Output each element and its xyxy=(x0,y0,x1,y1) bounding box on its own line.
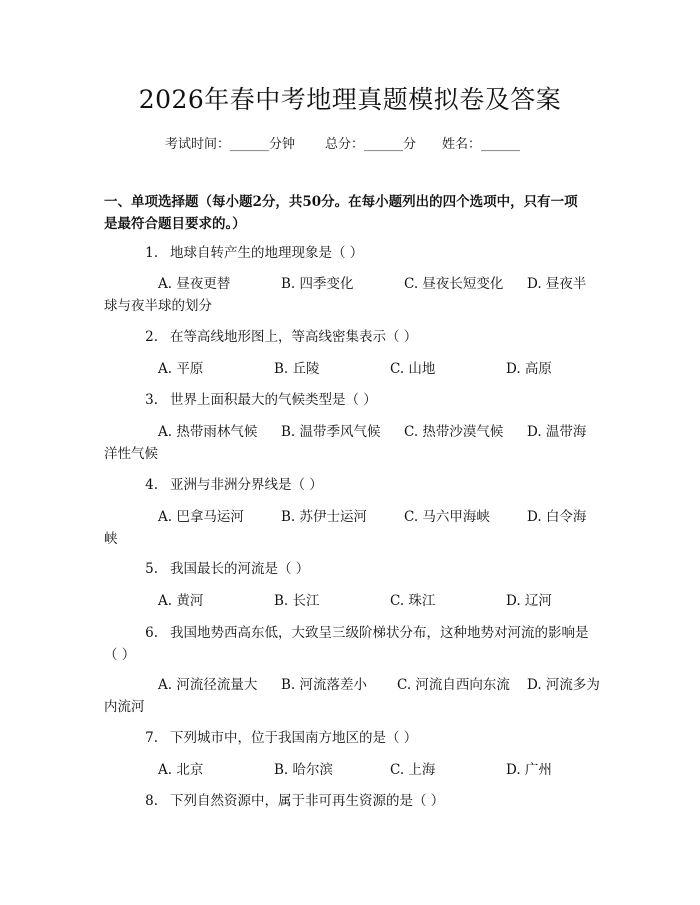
option-a: A. 北京 xyxy=(158,762,204,778)
option-d: D. 河流多为 xyxy=(527,677,600,693)
option-a: A. 巴拿马运河 xyxy=(158,509,244,525)
question-options xyxy=(104,759,604,781)
exam-time-field: 考试时间：______分钟 xyxy=(165,137,296,152)
question-number: 4. xyxy=(145,477,158,493)
question-number: 8. xyxy=(145,793,158,809)
option-a: A. 河流径流量大 xyxy=(158,677,258,693)
option-c: C. 山地 xyxy=(390,361,436,377)
question-options xyxy=(104,421,604,465)
option-c: C. 河流自西向东流 xyxy=(397,677,510,693)
section-heading xyxy=(104,191,604,235)
question-text: 地球自转产生的地理现象是（ ） xyxy=(170,245,364,261)
option-b: B. 苏伊士运河 xyxy=(281,509,368,525)
question-text: 下列自然资源中，属于非可再生资源的是（ ） xyxy=(170,793,445,809)
question-number: 3. xyxy=(145,392,158,408)
option-b: B. 四季变化 xyxy=(281,276,354,292)
question-text: 在等高线地形图上，等高线密集表示（ ） xyxy=(170,329,418,345)
option-a: A. 黄河 xyxy=(158,593,204,609)
question-text: 下列城市中，位于我国南方地区的是（ ） xyxy=(170,730,418,746)
option-wrap-text: 球与夜半球的划分 xyxy=(104,298,212,314)
question-text-continued: （ ） xyxy=(104,647,136,663)
page-title: 2026年春中考地理真题模拟卷及答案 xyxy=(138,85,562,114)
question-number: 7. xyxy=(145,730,158,746)
option-d: D. 辽河 xyxy=(506,593,552,609)
total-score-field: 总分：______分 xyxy=(325,137,417,152)
option-wrap-text: 内流河 xyxy=(104,699,145,715)
option-wrap-text: 洋性气候 xyxy=(104,446,158,462)
question-text: 世界上面积最大的气候类型是（ ） xyxy=(170,392,377,408)
question-stem xyxy=(104,474,604,496)
option-c: C. 上海 xyxy=(390,762,436,778)
option-wrap-text: 峡 xyxy=(104,531,118,547)
option-c: C. 热带沙漠气候 xyxy=(404,424,504,440)
option-a: A. 昼夜更替 xyxy=(158,276,231,292)
name-field: 姓名：______ xyxy=(442,137,521,152)
question-text: 我国地势西高东低，大致呈三级阶梯状分布，这种地势对河流的影响是 xyxy=(170,625,589,641)
question-stem xyxy=(104,727,604,749)
question-stem xyxy=(104,558,604,580)
question-options xyxy=(104,674,604,718)
option-d: D. 昼夜半 xyxy=(527,276,587,292)
question-text: 我国最长的河流是（ ） xyxy=(170,561,310,577)
question-number: 6. xyxy=(145,625,158,641)
question-stem xyxy=(104,242,604,264)
option-c: C. 昼夜长短变化 xyxy=(404,276,504,292)
option-d: D. 广州 xyxy=(506,762,552,778)
question-text: 亚洲与非洲分界线是（ ） xyxy=(170,477,323,493)
section-heading-line-1: 一、单项选择题（每小题2分，共50分。在每小题列出的四个选项中，只有一项 xyxy=(104,194,578,210)
option-d: D. 白令海 xyxy=(527,509,587,525)
question-options xyxy=(104,358,604,380)
question-number: 1. xyxy=(145,245,158,261)
option-b: B. 河流落差小 xyxy=(281,677,368,693)
option-c: C. 马六甲海峡 xyxy=(404,509,490,525)
question-options xyxy=(104,590,604,612)
option-b: B. 温带季风气候 xyxy=(281,424,381,440)
question-number: 5. xyxy=(145,561,158,577)
option-b: B. 哈尔滨 xyxy=(274,762,334,778)
exam-meta xyxy=(165,133,520,152)
question-stem xyxy=(104,389,604,411)
question-options xyxy=(104,506,604,550)
section-heading-line-2: 是最符合题目要求的。） xyxy=(104,216,246,232)
option-b: B. 丘陵 xyxy=(274,361,320,377)
option-d: D. 高原 xyxy=(506,361,552,377)
option-c: C. 珠江 xyxy=(390,593,436,609)
option-a: A. 热带雨林气候 xyxy=(158,424,258,440)
option-b: B. 长江 xyxy=(274,593,320,609)
question-stem xyxy=(104,326,604,348)
question-stem xyxy=(104,622,604,666)
option-a: A. 平原 xyxy=(158,361,204,377)
question-number: 2. xyxy=(145,329,158,345)
option-d: D. 温带海 xyxy=(527,424,587,440)
question-stem xyxy=(104,790,604,812)
question-options xyxy=(104,273,604,317)
